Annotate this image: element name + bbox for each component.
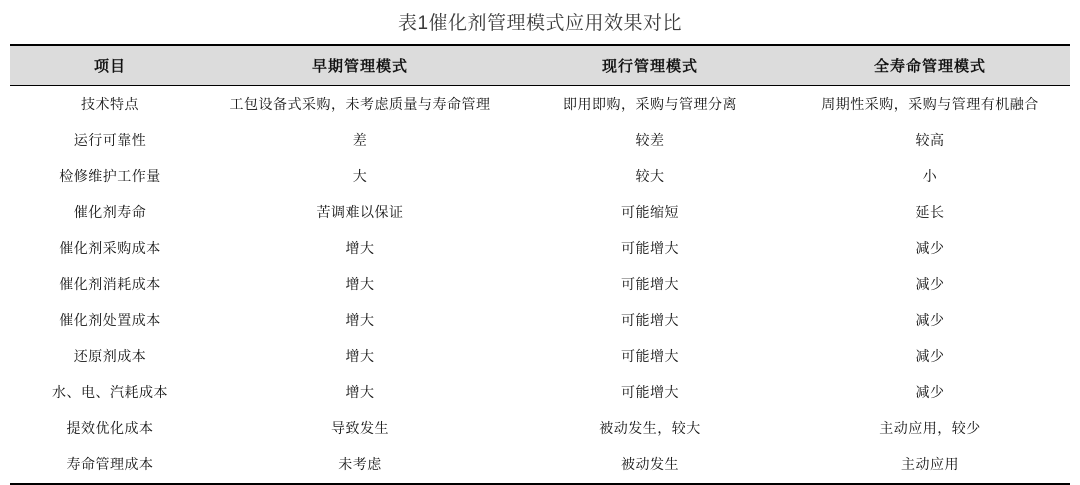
column-header-current-mode: 现行管理模式	[510, 45, 790, 86]
cell-lifecycle-mode: 小	[922, 168, 938, 184]
column-header-item: 项目	[10, 45, 210, 86]
row-label: 催化剂消耗成本	[59, 276, 161, 292]
cell-lifecycle-mode: 周期性采购，采购与管理有机融合	[821, 96, 1039, 112]
cell-early-mode: 增大	[345, 276, 375, 292]
comparison-table	[10, 44, 1070, 485]
table-body	[10, 86, 1070, 485]
row-label: 技术特点	[81, 96, 139, 112]
table-row	[10, 410, 1070, 446]
table-row	[10, 302, 1070, 338]
table-title: 表1催化剂管理模式应用效果对比	[397, 13, 683, 34]
table-row	[10, 122, 1070, 158]
cell-early-mode: 工包设备式采购，未考虑质量与寿命管理	[229, 96, 491, 112]
table-row	[10, 194, 1070, 230]
cell-early-mode: 增大	[345, 312, 375, 328]
cell-current-mode: 较差	[635, 132, 665, 148]
row-label: 水、电、汽耗成本	[52, 384, 168, 400]
column-header-lifecycle-mode: 全寿命管理模式	[790, 45, 1070, 86]
table-row	[10, 158, 1070, 194]
table-row	[10, 374, 1070, 410]
table-container	[0, 44, 1080, 485]
cell-lifecycle-mode: 减少	[915, 348, 945, 364]
cell-early-mode: 未考虑	[210, 446, 510, 484]
cell-early-mode: 差	[352, 132, 368, 148]
cell-current-mode: 可能增大	[621, 276, 679, 292]
row-label: 催化剂采购成本	[59, 240, 161, 256]
cell-early-mode: 苦调难以保证	[316, 204, 404, 220]
cell-early-mode: 增大	[345, 348, 375, 364]
cell-current-mode: 可能增大	[621, 312, 679, 328]
cell-current-mode: 被动发生	[510, 446, 790, 484]
row-label: 还原剂成本	[73, 348, 147, 364]
row-label: 运行可靠性	[73, 132, 147, 148]
cell-current-mode: 被动发生，较大	[599, 420, 701, 436]
cell-lifecycle-mode: 减少	[915, 312, 945, 328]
row-label: 寿命管理成本	[10, 446, 210, 484]
cell-early-mode: 导致发生	[331, 420, 389, 436]
cell-current-mode: 可能增大	[621, 240, 679, 256]
table-row	[10, 446, 1070, 484]
row-label: 检修维护工作量	[59, 168, 161, 184]
cell-lifecycle-mode: 主动应用	[790, 446, 1070, 484]
table-row	[10, 266, 1070, 302]
cell-current-mode: 即用即购，采购与管理分离	[563, 96, 737, 112]
column-header-early-mode: 早期管理模式	[210, 45, 510, 86]
table-row	[10, 230, 1070, 266]
cell-early-mode: 大	[352, 168, 368, 184]
row-label: 催化剂寿命	[73, 204, 147, 220]
table-row	[10, 338, 1070, 374]
row-label: 提效优化成本	[66, 420, 154, 436]
row-label: 催化剂处置成本	[59, 312, 161, 328]
cell-current-mode: 较大	[635, 168, 665, 184]
cell-lifecycle-mode: 较高	[915, 132, 945, 148]
cell-lifecycle-mode: 减少	[915, 276, 945, 292]
cell-lifecycle-mode: 减少	[915, 240, 945, 256]
cell-current-mode: 可能增大	[621, 348, 679, 364]
cell-early-mode: 增大	[345, 240, 375, 256]
cell-lifecycle-mode: 延长	[915, 204, 945, 220]
cell-early-mode: 增大	[345, 384, 375, 400]
table-row	[10, 86, 1070, 123]
cell-current-mode: 可能缩短	[621, 204, 679, 220]
table-header	[10, 45, 1070, 86]
cell-current-mode: 可能增大	[621, 384, 679, 400]
cell-lifecycle-mode: 主动应用，较少	[879, 420, 981, 436]
cell-lifecycle-mode: 减少	[915, 384, 945, 400]
table-header-row	[10, 45, 1070, 86]
